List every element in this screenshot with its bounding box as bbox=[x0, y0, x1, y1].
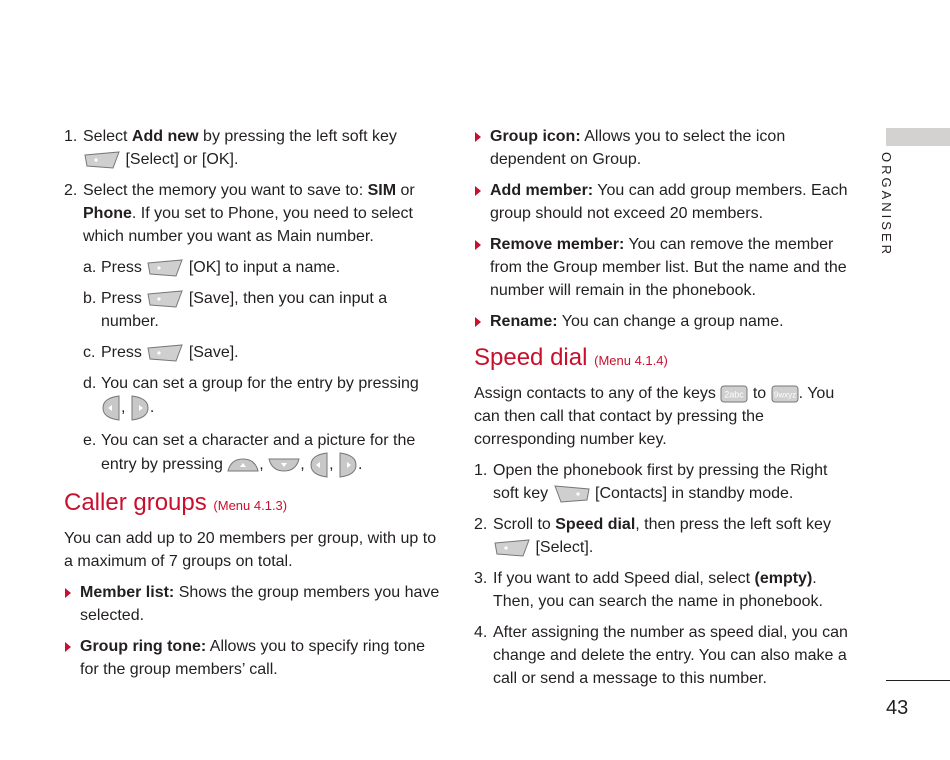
left-column bbox=[64, 125, 444, 689]
sub-step-b: b. Press [Save], then you can input a number. bbox=[83, 290, 388, 330]
speed-step-3: 3. If you want to add Speed dial, select (empty). Then, you can search the name in phonebook. bbox=[474, 570, 823, 610]
sub-step-e: e. You can set a character and a picture for the entry by pressing , , , . bbox=[64, 429, 444, 478]
bullet-add-member: Add member: You can add group members. Each group should not exceed 20 members. bbox=[474, 179, 854, 225]
sub-step-c: c. Press [Save]. bbox=[83, 344, 239, 361]
bullet-arrow-icon bbox=[475, 317, 481, 327]
caller-groups-intro: You can add up to 20 members per group, with up to a maximum of 7 groups on total. bbox=[64, 530, 437, 570]
speed-dial-heading: Speed dial (Menu 4.1.4) bbox=[474, 344, 668, 371]
step-2: 2. Select the memory you want to save to: SIM or Phone. If you set to Phone, you need to select which number you want as Main number. bbox=[64, 182, 415, 245]
step-1: 1. Select Add new by pressing the left soft key [Select] or [OK]. bbox=[64, 128, 397, 168]
speed-step-4: 4. After assigning the number as speed dial, you can change and delete the entry. You can also make a call or send a message to this number. bbox=[474, 624, 848, 687]
nav-right-key-icon bbox=[130, 395, 150, 421]
right-soft-key-icon bbox=[553, 485, 591, 503]
bullet-group-ring-tone: Group ring tone: Allows you to specify ring tone for the group members’ call. bbox=[64, 635, 444, 681]
svg-text:9wxyz: 9wxyz bbox=[773, 390, 796, 400]
bullet-rename: Rename: You can change a group name. bbox=[474, 310, 854, 333]
nav-left-key-icon bbox=[101, 395, 121, 421]
bullet-member-list: Member list: Shows the group members you have selected. bbox=[64, 581, 444, 627]
left-soft-key-icon bbox=[493, 539, 531, 557]
bullet-remove-member: Remove member: You can remove the member from the Group member list. But the name and the number will remain in the phonebook. bbox=[474, 233, 854, 302]
bullet-arrow-icon bbox=[65, 588, 71, 598]
page-number-rule bbox=[886, 680, 950, 681]
bullet-arrow-icon bbox=[65, 642, 71, 652]
section-tab bbox=[886, 128, 950, 146]
bullet-group-icon: Group icon: Allows you to select the icon dependent on Group. bbox=[474, 125, 854, 171]
left-soft-key-icon bbox=[146, 290, 184, 308]
bullet-arrow-icon bbox=[475, 240, 481, 250]
speed-step-2: 2. Scroll to Speed dial, then press the left soft key [Select]. bbox=[474, 516, 831, 556]
left-soft-key-icon bbox=[146, 259, 184, 277]
sub-step-d: d. You can set a group for the entry by pressing , . bbox=[64, 372, 444, 421]
nav-down-key-icon bbox=[268, 457, 300, 473]
speed-step-1: 1. Open the phonebook first by pressing the Right soft key [Contacts] in standby mode. bbox=[474, 462, 828, 502]
key-9-icon bbox=[771, 385, 799, 403]
speed-dial-intro: Assign contacts to any of the keys 2abc to 9wxyz . You can then call that contact by pressing the corresponding number key. bbox=[474, 385, 835, 448]
caller-groups-heading: Caller groups (Menu 4.1.3) bbox=[64, 489, 288, 516]
key-2-icon bbox=[720, 385, 748, 403]
sub-step-a: a. Press [OK] to input a name. bbox=[83, 259, 341, 276]
section-label: ORGANISER bbox=[879, 152, 894, 258]
bullet-arrow-icon bbox=[475, 132, 481, 142]
left-soft-key-icon bbox=[146, 344, 184, 362]
right-column bbox=[474, 125, 854, 698]
nav-right-key-icon bbox=[338, 452, 358, 478]
svg-text:2abc: 2abc bbox=[724, 389, 745, 400]
bullet-arrow-icon bbox=[475, 186, 481, 196]
nav-up-key-icon bbox=[227, 457, 259, 473]
page-number: 43 bbox=[886, 697, 909, 719]
nav-left-key-icon bbox=[309, 452, 329, 478]
left-soft-key-icon bbox=[83, 151, 121, 169]
